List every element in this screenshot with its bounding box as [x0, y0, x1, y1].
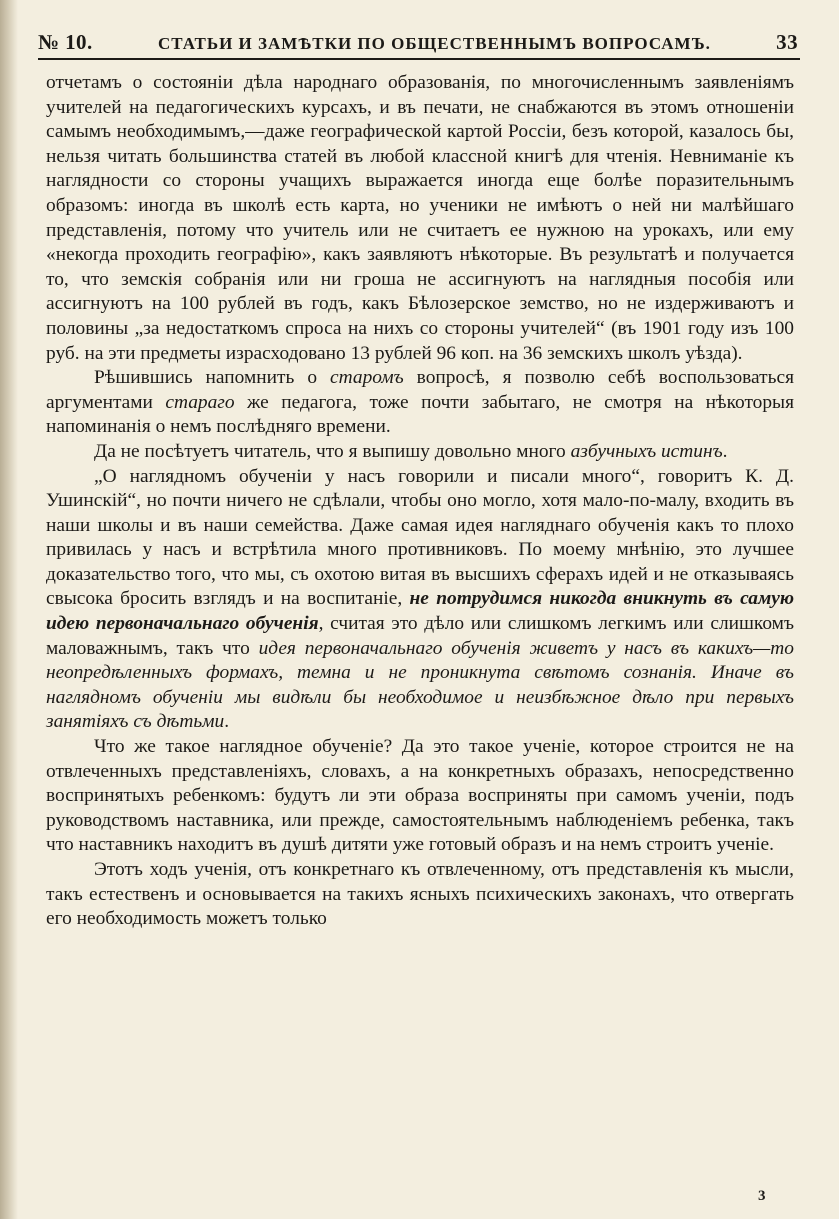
italic-run: азбучныхъ истинъ — [570, 440, 723, 462]
page-binding-edge — [0, 0, 18, 1219]
italic-run: стараго — [165, 391, 235, 413]
text-run: Что же такое наглядное обученіе? Да это такое ученіе, которое строится не на отвлеченныхъ представленіяхъ, словахъ, а на конкретныхъ образахъ, непосредственно воспринятыхъ ребенкомъ: будутъ ли эти образа восприняты при самомъ ученіи, подъ руководствомъ наставника, или прежде, самостоятельнымъ наблюденіемъ ребенка, такъ что наставникъ находитъ въ душѣ дитяти уже готовый образъ и на немъ строитъ ученіе. — [46, 736, 794, 856]
text-run: Да не посѣтуетъ читатель, что я выпишу довольно много — [94, 440, 571, 462]
text-run: . — [224, 711, 230, 733]
text-run: вопросѣ, я позволю себѣ воспользоваться аргументами — [46, 367, 795, 413]
paragraph — [46, 440, 794, 465]
text-run: Этотъ ходъ ученія, отъ конкретнаго къ отвлеченному, отъ представленія къ мысли, такъ естественъ и основывается на такихъ ясныхъ психическихъ законахъ, что отвергать его необходимость можетъ только — [46, 859, 794, 930]
header-rule — [38, 58, 800, 60]
body-text — [46, 71, 794, 932]
bold-italic-run: не потрудимся никогда вникнуть въ самую идею первоначальнаго обученія — [46, 588, 795, 635]
issue-number: № 10. — [38, 30, 93, 54]
text-run: отчетамъ о состояніи дѣла народнаго образованія, по многочисленнымъ заявленіямъ учителей на педагогическихъ курсахъ, и въ печати, не снабжаются въ этомъ отношеніи самымъ необходимымъ,—даже географической картой Россіи, безъ которой, казалось бы, нельзя читать большинства статей въ любой классной книгѣ для чтенія. Невниманіе къ наглядности со стороны учащихъ выражается иногда еще болѣе поразительнымъ образомъ: иногда въ школѣ есть карта, но ученики не имѣютъ о ней ни малѣйшаго представленія, потому что учитель или не считаетъ ее нужною на урокахъ, или ему «некогда проходить географію», какъ заявляютъ нѣкоторые. Въ результатѣ и получается то, что земскія собранія или ни гроша не ассигнуютъ на наглядныя пособія или ассигнуютъ на 100 рублей въ годъ, какъ Бѣлозерское земство, но не издерживаютъ и половины „за недостаткомъ спроса на нихъ со стороны учителей“ (въ 1901 году изъ 100 руб. на эти предметы израсходовано 13 рублей 96 коп. на 36 земскихъ школъ уѣзда). — [46, 72, 794, 364]
text-run: Рѣшившись напомнить о — [94, 367, 331, 389]
italic-run: идея первоначальнаго обученія живетъ у насъ въ какихъ—то неопредѣленныхъ формахъ, темна и не проникнута свѣтомъ сознанія. Иначе въ наглядномъ обученіи мы видѣли бы необходимое и неизбѣжное дѣло при первыхъ занятіяхъ съ дѣтьми — [46, 637, 794, 733]
text-run: , считая это дѣло или слишкомъ легкимъ или слишкомъ маловажнымъ, такъ что — [46, 613, 794, 659]
text-run: же педагога, тоже почти забытаго, не смотря на нѣкоторыя напоминанія о немъ послѣдняго времени. — [46, 391, 794, 438]
paragraph — [46, 71, 794, 366]
running-title: СТАТЬИ И ЗАМѢТКИ ПО ОБЩЕСТВЕННЫМЪ ВОПРОСАМЪ. — [157, 34, 711, 53]
signature-mark: 3 — [758, 1188, 766, 1204]
running-header — [38, 30, 798, 55]
paragraph — [46, 465, 794, 736]
paragraph — [46, 735, 794, 858]
paragraph — [46, 858, 794, 932]
paragraph — [46, 366, 794, 440]
page-number: 33 — [776, 30, 798, 54]
italic-run: старомъ — [330, 367, 404, 389]
text-run: . — [722, 440, 728, 462]
text-run: „О наглядномъ обученіи у насъ говорили и писали много“, говоритъ К. Д. Ушинскій“, но почти ничего не сдѣлали, чтобы оно могло, хотя мало-по-малу, входить въ наши школы и въ наши семейства. Даже самая идея нагляднаго обученія какъ то плохо привилась у насъ и встрѣтила много противниковъ. По моему мнѣнію, это лучшее доказательство того, что мы, съ охотою витая въ высшихъ сферахъ идей и не отказываясь свысока бросить взглядъ и на воспитаніе, — [46, 465, 794, 610]
